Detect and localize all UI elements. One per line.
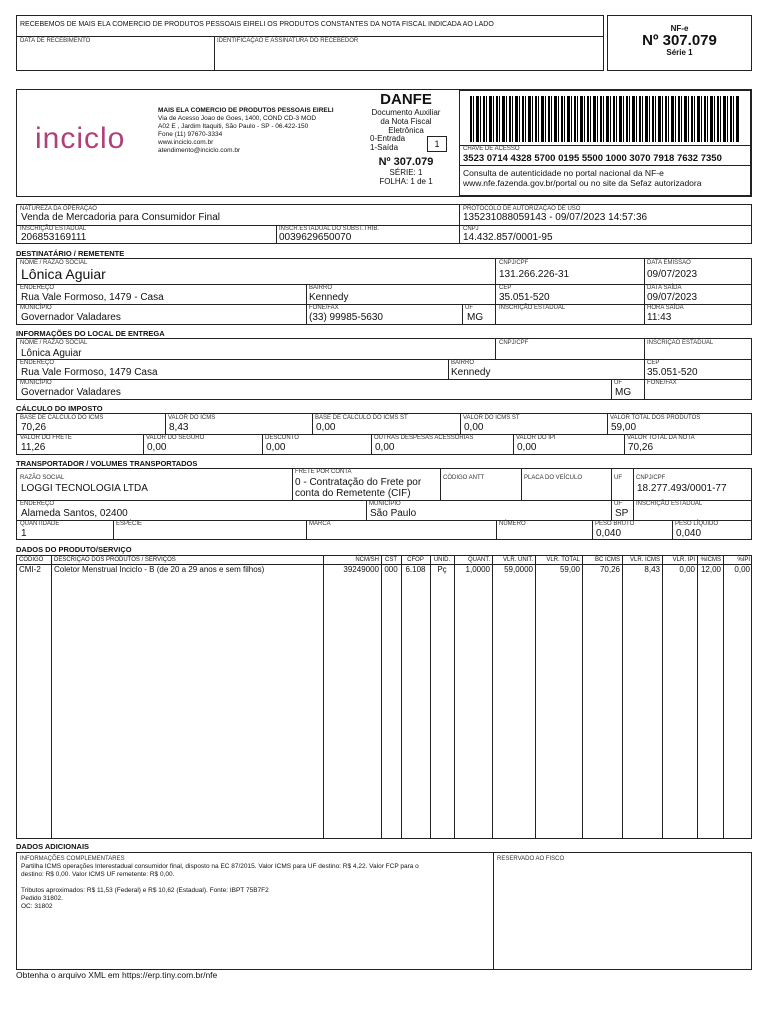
info-line2: destino: R$ 0,00. Valor ICMS UF remetente: R$ 0,00. <box>21 871 175 878</box>
danfe-folha: FOLHA: 1 de 1 <box>379 177 433 186</box>
reserved-label: RESERVADO AO FISCO <box>497 856 565 862</box>
col-header-ncm: NCM/SH <box>355 557 379 563</box>
carrier-plate-label: PLACA DO VEÍCULO <box>524 475 583 481</box>
recipient-uf: MG <box>467 312 484 323</box>
table-row <box>17 565 751 575</box>
emitter-site: www.inciclo.com.br <box>158 139 214 146</box>
col-header-vlr-ipi: VLR. IPI <box>672 557 695 563</box>
insurance-label: VALOR DO SEGURO <box>146 435 205 441</box>
carrier-species-label: ESPÉCIE <box>116 521 143 527</box>
carrier-uf2: SP <box>615 508 629 519</box>
recipient-exit-label: DATA SAÍDA <box>647 285 682 291</box>
emitter-name: MAIS ELA COMERCIO DE PRODUTOS PESSOAIS EIRELI <box>158 107 334 114</box>
danfe-header <box>16 89 752 197</box>
footer-text: Obtenha o arquivo XML em https://erp.tiny.com.br/nfe <box>16 970 218 980</box>
emitter-phone: Fone (11) 97670-3334 <box>158 131 223 138</box>
col-header-vlr-unit: VLR. UNIT. <box>502 557 533 563</box>
delivery-city-label: MUNICÍPIO <box>20 380 52 386</box>
ipi-value: 0,00 <box>517 442 537 453</box>
carrier-cnpj: 18.277.493/0001-77 <box>637 483 727 494</box>
icms-st-label: VALOR DO ICMS ST <box>463 415 520 421</box>
info-label: INFORMAÇÕES COMPLEMENTARES <box>20 856 125 862</box>
cell-ncm: 39249000 <box>343 565 379 574</box>
delivery-cpf-label: CNPJ/CPF <box>499 340 529 346</box>
carrier-box <box>16 468 752 540</box>
receipt-date-label: DATA DE RECEBIMENTO <box>20 38 91 44</box>
tax-section: CÁLCULO DO IMPOSTO <box>16 404 103 413</box>
col-header-codigo: CÓDIGO <box>19 557 44 563</box>
recipient-ie-label: INSCRIÇÃO ESTADUAL <box>499 305 566 311</box>
cell-cfop: 6.108 <box>405 565 426 574</box>
recipient-name: Lônica Aguiar <box>21 266 106 282</box>
receipt-nfe-label: NF-e <box>670 24 689 33</box>
col-header-cfop: CFOP <box>407 557 424 563</box>
carrier-city: São Paulo <box>370 508 417 519</box>
cell-codigo: CMI-2 <box>19 565 41 574</box>
carrier-number-label: NÚMERO <box>499 521 526 527</box>
cell-vlr-unit: 59,0000 <box>504 565 533 574</box>
delivery-address: Rua Vale Formoso, 1479 Casa <box>21 367 158 378</box>
carrier-freight-label: FRETE POR CONTA <box>295 469 352 475</box>
ie-label: INSCRIÇÃO ESTADUAL <box>20 226 87 232</box>
recipient-hour: 11:43 <box>647 312 672 323</box>
danfe-saida: 1-Saída <box>370 143 399 152</box>
receipt-text: RECEBEMOS DE MAIS ELA COMERCIO DE PRODUTOS PESSOAIS EIRELI OS PRODUTOS CONSTANTES DA NOTA FISCAL INDICADA AO LADO <box>20 21 494 28</box>
icms-label: VALOR DO ICMS <box>168 415 216 421</box>
base-st-value: 0,00 <box>316 422 336 433</box>
icms-st-value: 0,00 <box>464 422 484 433</box>
access-key-box <box>459 90 751 196</box>
delivery-uf: MG <box>615 387 632 398</box>
danfe-subtitle3: Eletrônica <box>388 126 424 135</box>
danfe-subtitle1: Documento Auxiliar <box>371 108 441 117</box>
delivery-uf-label: UF <box>614 380 622 386</box>
additional-section: DADOS ADICIONAIS <box>16 842 90 851</box>
cell-cst: 000 <box>384 565 398 574</box>
recipient-section: DESTINATÁRIO / REMETENTE <box>16 249 125 258</box>
col-header-vlr-icms: VLR. ICMS <box>629 557 660 563</box>
delivery-ie-label: INSCRIÇÃO ESTADUAL <box>647 340 714 346</box>
receipt-nfe-box <box>607 15 752 71</box>
carrier-qty-label: QUANTIDADE <box>20 521 60 527</box>
base-st-label: BASE DE CÁLCULO DO ICMS ST <box>315 415 408 421</box>
col-header-unid: UNID. <box>433 557 451 563</box>
carrier-qty: 1 <box>21 528 27 539</box>
delivery-cep-label: CEP <box>647 360 660 366</box>
ipi-label: VALOR DO IPI <box>516 435 556 441</box>
recipient-emission-label: DATA EMISSÃO <box>647 260 691 266</box>
recipient-address-label: ENDEREÇO <box>20 285 55 291</box>
cell-bc-icms: 70,26 <box>599 565 620 574</box>
tax-box <box>16 413 752 455</box>
recipient-phone-label: FONE/FAX <box>309 305 339 311</box>
other-label: OUTRAS DESPESAS ACESSÓRIAS <box>374 435 474 441</box>
carrier-uf2-label: UF <box>614 501 622 507</box>
recipient-city-label: MUNICÍPIO <box>20 305 52 311</box>
danfe-tipo: 1 <box>427 136 447 152</box>
emitter-logo <box>35 122 125 156</box>
carrier-net: 0,040 <box>676 528 702 539</box>
protocol-label: PROTOCOLO DE AUTORIZAÇÃO DE USO <box>463 206 581 212</box>
delivery-district-label: BAIRRO <box>451 360 475 366</box>
carrier-section: TRANSPORTADOR / VOLUMES TRANSPORTADOS <box>16 459 198 468</box>
carrier-name: LOGGI TECNOLOGIA LTDA <box>21 483 148 494</box>
access-key-label: CHAVE DE ACESSO <box>463 146 520 152</box>
base-icms-value: 70,26 <box>21 422 47 433</box>
danfe-entrada: 0-Entrada <box>370 134 406 143</box>
operation-box <box>16 204 752 244</box>
recipient-name-label: NOME / RAZÃO SOCIAL <box>20 260 88 266</box>
carrier-address-label: ENDEREÇO <box>20 501 55 507</box>
products-section: DADOS DO PRODUTO/SERVIÇO <box>16 545 132 554</box>
carrier-freight1: 0 - Contratação do Frete por <box>295 477 422 488</box>
access-consult1: Consulta de autenticidade no portal nacional da NF-e <box>463 168 664 178</box>
recipient-hour-label: HORA SAÍDA <box>647 305 684 311</box>
access-consult2: www.nfe.fazenda.gov.br/portal ou no site da Sefaz autorizadora <box>463 178 702 188</box>
total-value: 70,26 <box>628 442 654 453</box>
info-line4: Pedido 31802. <box>21 895 63 902</box>
delivery-section: INFORMAÇÕES DO LOCAL DE ENTREGA <box>16 329 165 338</box>
col-header-bc-icms: BC ICMS <box>594 557 620 563</box>
delivery-name: Lônica Aguiar <box>21 348 82 359</box>
col-header-cst: CST <box>385 557 397 563</box>
col-header-descricao: DESCRIÇÃO DOS PRODUTOS / SERVIÇOS <box>54 557 176 563</box>
carrier-uf-label: UF <box>614 475 622 481</box>
recipient-box <box>16 258 752 325</box>
cell-descricao: Coletor Menstrual Inciclo - B (de 20 a 29 anos e sem filhos) <box>54 565 265 574</box>
recipient-cep-label: CEP <box>499 285 512 291</box>
total-label: VALOR TOTAL DA NOTA <box>627 435 695 441</box>
danfe-title: DANFE <box>380 91 432 108</box>
cell-vlr-ipi: 0,00 <box>679 565 695 574</box>
recipient-cep: 35.051-520 <box>499 292 550 303</box>
additional-box <box>16 852 752 970</box>
delivery-cep: 35.051-520 <box>647 367 698 378</box>
info-text <box>21 863 491 911</box>
logo-text: inciclo <box>35 122 126 155</box>
cell-vlr-total: 59,00 <box>559 565 580 574</box>
col-header-pct-ipi: %IPI <box>737 557 750 563</box>
carrier-gross: 0,040 <box>596 528 622 539</box>
danfe-box <box>361 90 451 196</box>
recipient-address: Rua Vale Formoso, 1479 - Casa <box>21 292 164 303</box>
emitter-email: atendimento@inciclo.com.br <box>158 147 241 154</box>
danfe-serie: SÉRIE: 1 <box>389 168 423 177</box>
carrier-cnpj-label: CNPJ/CPF <box>636 475 666 481</box>
recipient-cpf-label: CNPJ/CPF <box>499 260 529 266</box>
icms-value: 8,43 <box>169 422 189 433</box>
receipt-series: Série 1 <box>666 48 693 57</box>
nature-label: NATUREZA DA OPERAÇÃO <box>20 206 97 212</box>
delivery-district: Kennedy <box>451 367 491 378</box>
other-value: 0,00 <box>375 442 395 453</box>
carrier-gross-label: PESO BRUTO <box>595 521 635 527</box>
iest-label: INSCR.ESTADUAL DO SUBST.TRIB. <box>279 226 380 232</box>
discount-label: DESCONTO <box>265 435 299 441</box>
emitter-address1: Via de Acesso Joao de Goes, 1400, COND CD-3 MOD <box>158 115 317 122</box>
freight-value: 11,26 <box>21 442 46 453</box>
receipt-sign-label: IDENTIFICAÇÃO E ASSINATURA DO RECEBEDOR <box>217 38 359 44</box>
cnpj-value: 14.432.857/0001-95 <box>463 232 553 243</box>
total-products-value: 59,00 <box>611 422 637 433</box>
base-icms-label: BASE DE CÁLCULO DO ICMS <box>20 415 104 421</box>
carrier-brand-label: MARCA <box>309 521 331 527</box>
recipient-phone: (33) 99985-5630 <box>309 312 383 323</box>
emitter-info <box>158 107 358 155</box>
access-key: 3523 0714 4328 5700 0195 5500 1000 3070 7918 7632 7350 <box>463 153 722 164</box>
col-header-pct-icms: %ICMS <box>700 557 721 563</box>
recipient-district: Kennedy <box>309 292 349 303</box>
carrier-ie-label: INSCRIÇÃO ESTADUAL <box>636 501 703 507</box>
products-table <box>16 555 752 839</box>
delivery-address-label: ENDEREÇO <box>20 360 55 366</box>
col-header-quant: QUANT. <box>467 557 490 563</box>
info-line1: Partilha ICMS operações Interestadual consumidor final, disposto na EC 87/2015. Valor ICMS para UF destino: R$ 4,22. Valor FCP para o <box>21 863 419 870</box>
info-line3: Tributos aproximados: R$ 11,53 (Federal) e R$ 10,62 (Estadual). Fonte: IBPT 75B7F2 <box>21 887 269 894</box>
recipient-district-label: BAIRRO <box>309 285 333 291</box>
nature-value: Venda de Mercadoria para Consumidor Final <box>21 212 220 223</box>
cnpj-label: CNPJ <box>463 226 479 232</box>
carrier-net-label: PESO LÍQUIDO <box>675 521 719 527</box>
cell-vlr-icms: 8,43 <box>644 565 660 574</box>
iest-value: 0039629650070 <box>279 232 352 243</box>
freight-label: VALOR DO FRETE <box>20 435 72 441</box>
discount-value: 0,00 <box>266 442 286 453</box>
ie-value: 206853169111 <box>21 232 87 243</box>
carrier-freight2: conta do Remetente (CIF) <box>295 488 411 499</box>
info-line5: OC: 31802 <box>21 903 53 910</box>
cell-quant: 1,0000 <box>465 565 490 574</box>
danfe-number: Nº 307.079 <box>378 156 434 168</box>
delivery-box <box>16 338 752 400</box>
insurance-value: 0,00 <box>147 442 167 453</box>
carrier-address: Alameda Santos, 02400 <box>21 508 128 519</box>
emitter-address2: A02 E , Jardim Itaquiti, São Paulo - SP - 06.422-150 <box>158 123 309 130</box>
carrier-antt-label: CÓDIGO ANTT <box>443 475 485 481</box>
col-header-vlr-total: VLR. TOTAL <box>546 557 580 563</box>
carrier-city-label: MUNICÍPIO <box>369 501 401 507</box>
barcode <box>470 96 740 142</box>
recipient-uf-label: UF <box>465 305 473 311</box>
recipient-exit: 09/07/2023 <box>647 292 698 303</box>
receipt-number: Nº 307.079 <box>642 32 717 49</box>
danfe-subtitle2: da Nota Fiscal <box>380 117 432 126</box>
delivery-city: Governador Valadares <box>21 387 121 398</box>
delivery-name-label: NOME / RAZÃO SOCIAL <box>20 340 88 346</box>
cell-pct-ipi: 0,00 <box>734 565 750 574</box>
carrier-name-label: RAZÃO SOCIAL <box>20 475 65 481</box>
protocol-value: 135231088059143 - 09/07/2023 14:57:36 <box>463 212 648 223</box>
recipient-cpf: 131.266.226-31 <box>499 269 570 280</box>
recipient-emission: 09/07/2023 <box>647 269 698 280</box>
delivery-phone-label: FONE/FAX <box>647 380 677 386</box>
cell-unid: Pç <box>437 565 447 574</box>
total-products-label: VALOR TOTAL DOS PRODUTOS <box>610 415 701 421</box>
recipient-city: Governador Valadares <box>21 312 121 323</box>
receipt-stub <box>16 15 604 71</box>
cell-pct-icms: 12,00 <box>700 565 721 574</box>
